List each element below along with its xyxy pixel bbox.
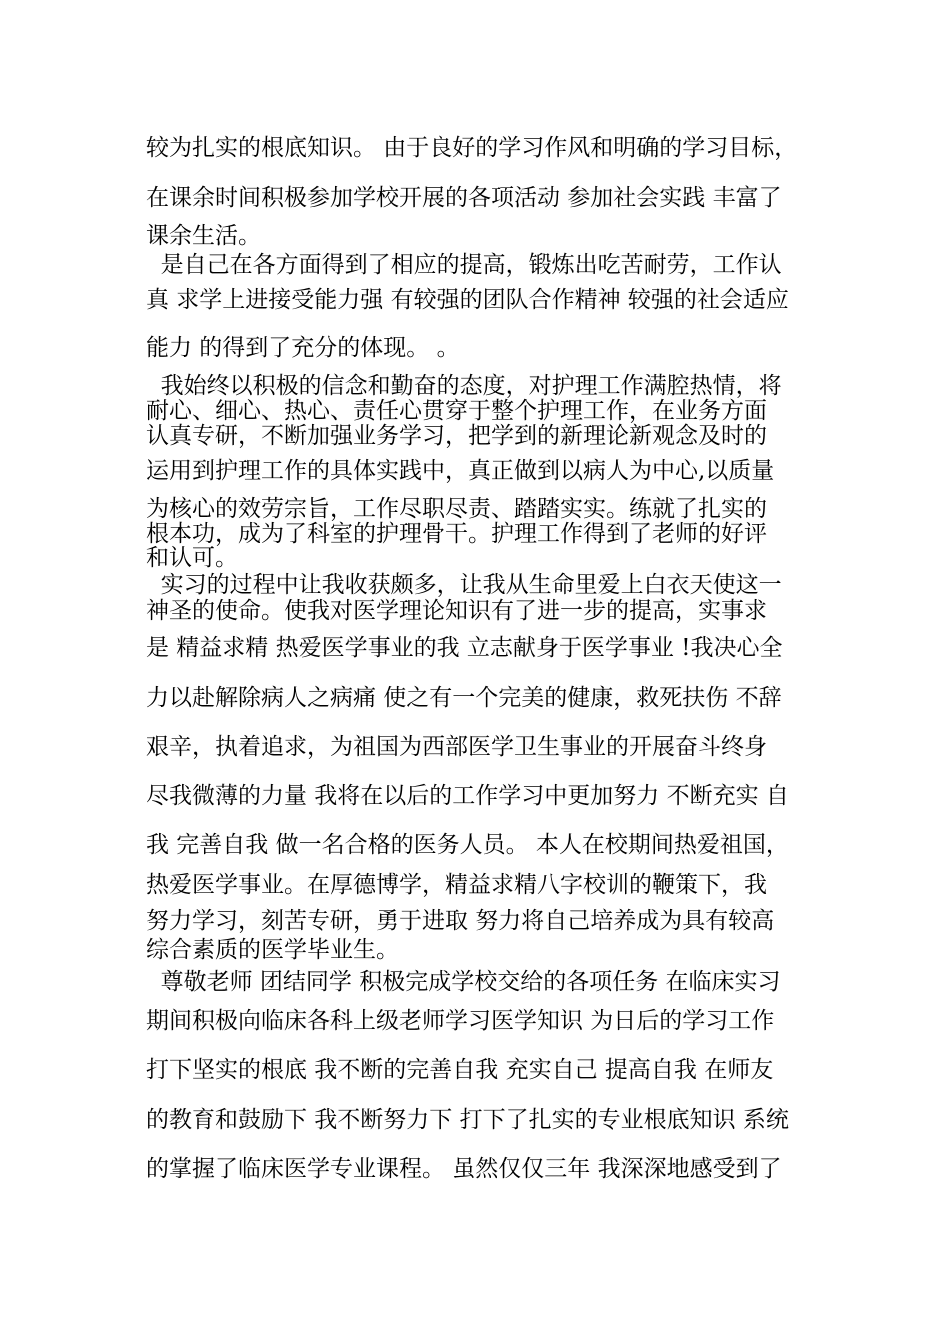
text-line: 实习的过程中让我收获颇多，让我从生命里爱上白衣天使这一 xyxy=(146,572,782,598)
text-line: 是自己在各方面得到了相应的提高，锻炼出吃苦耐劳，工作认 xyxy=(146,252,782,278)
text-line: 在课余时间积极参加学校开展的各项活动 参加社会实践 丰富了 xyxy=(146,185,782,211)
text-line: 和认可。 xyxy=(146,545,238,571)
text-line: 为核心的效劳宗旨，工作尽职尽责、踏踏实实。练就了扎实的 xyxy=(146,496,767,522)
text-line: 较为扎实的根底知识。 由于良好的学习作风和明确的学习目标， xyxy=(146,135,798,161)
text-line: 尊敬老师 团结同学 积极完成学校交给的各项任务 在临床实习 xyxy=(146,969,781,995)
text-line: 我 完善自我 做一名合格的医务人员。 本人在校期间热爱祖国， xyxy=(146,832,789,858)
text-line: 努力学习，刻苦专研，勇于进取 努力将自己培养成为具有较高 xyxy=(146,908,775,934)
text-line: 尽我微薄的力量 我将在以后的工作学习中更加努力 不断充实 自 xyxy=(146,783,789,809)
text-line: 期间积极向临床各科上级老师学习医学知识 为日后的学习工作 xyxy=(146,1008,775,1034)
text-line: 认真专研，不断加强业务学习，把学到的新理论新观念及时的 xyxy=(146,423,767,449)
text-line: 艰辛，执着追求，为祖国为西部医学卫生事业的开展奋斗终身 xyxy=(146,734,767,760)
text-line: 真 求学上进接受能力强 有较强的团队合作精神 较强的社会适应 xyxy=(146,287,789,313)
text-line: 神圣的使命。使我对医学理论知识有了进一步的提高，实事求 xyxy=(146,598,767,624)
text-line: 的掌握了临床医学专业课程。 虽然仅仅三年 我深深地感受到了 xyxy=(146,1156,782,1182)
text-line: 力以赴解除病人之病痛 使之有一个完美的健康，救死扶伤 不辞 xyxy=(146,685,782,711)
text-line: 的教育和鼓励下 我不断努力下 打下了扎实的专业根底知识 系统 xyxy=(146,1107,789,1133)
text-line: 打下坚实的根底 我不断的完善自我 充实自己 提高自我 在师友 xyxy=(146,1057,774,1083)
text-line: 是 精益求精 热爱医学事业的我 立志献身于医学事业 !我决心全 xyxy=(146,635,783,661)
text-line: 运用到护理工作的具体实践中，真正做到以病人为中心,以质量 xyxy=(146,458,775,484)
text-line: 课余生活。 xyxy=(146,223,261,249)
text-line: 能力 的得到了充分的体现。 。 xyxy=(146,335,460,361)
text-line: 热爱医学事业。在厚德博学，精益求精八字校训的鞭策下，我 xyxy=(146,872,767,898)
text-line: 综合素质的医学毕业生。 xyxy=(146,937,399,963)
text-line: 我始终以积极的信念和勤奋的态度，对护理工作满腔热情，将 xyxy=(146,373,782,399)
text-line: 耐心、细心、热心、责任心贯穿于整个护理工作，在业务方面 xyxy=(146,398,767,424)
text-line: 根本功，成为了科室的护理骨干。护理工作得到了老师的好评 xyxy=(146,521,767,547)
